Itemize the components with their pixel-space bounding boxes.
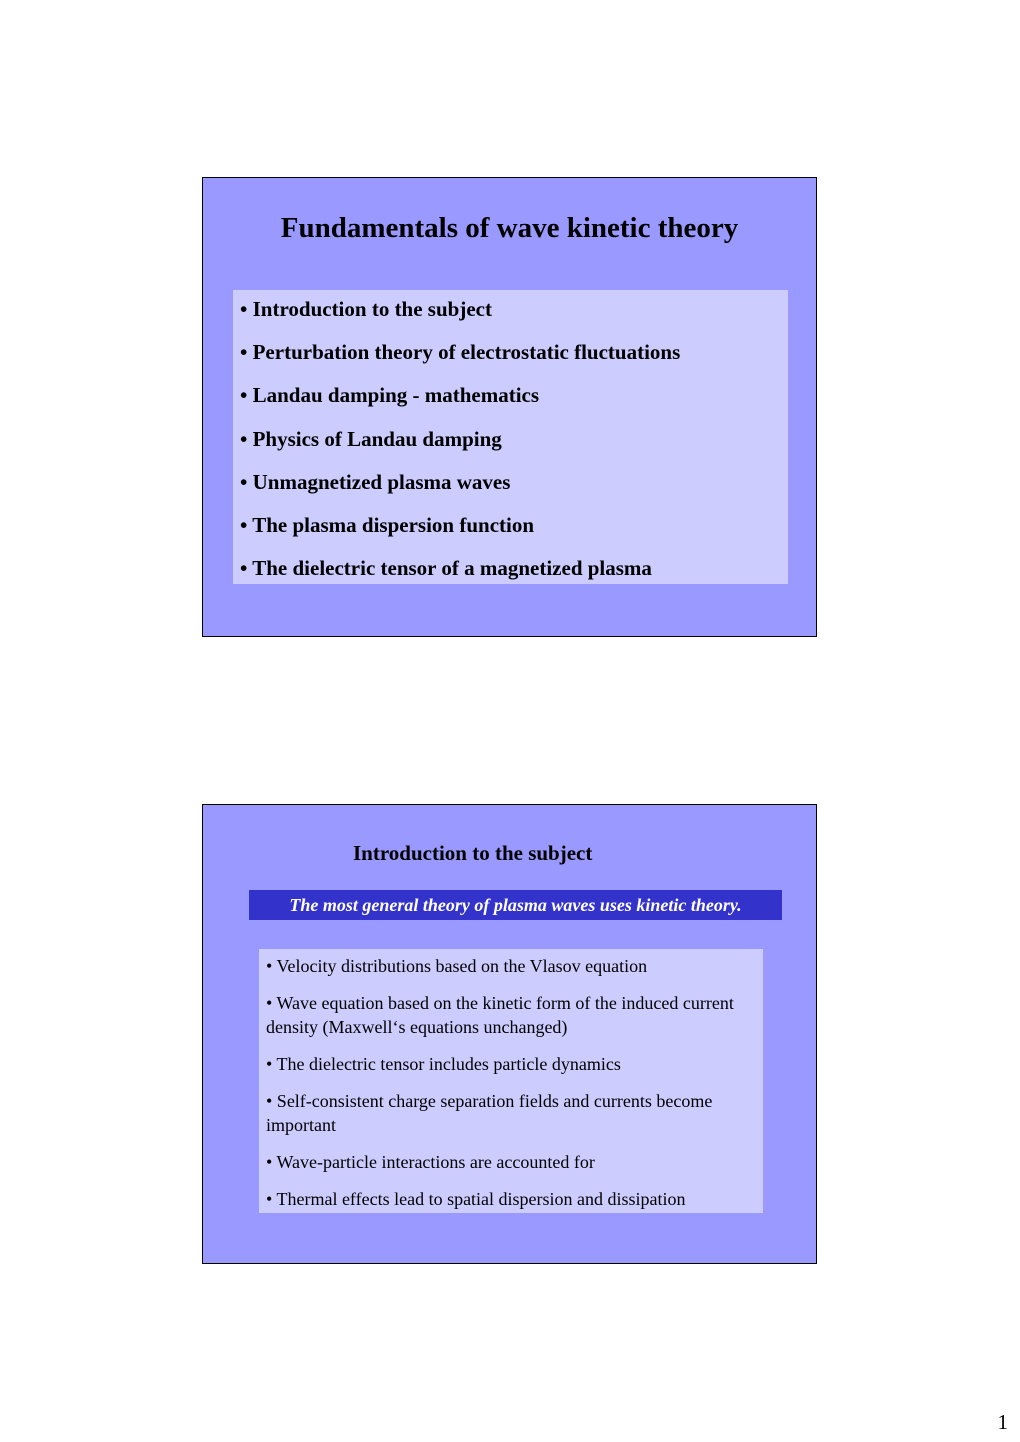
bullet-item: • Wave-particle interactions are accounted for [266, 1152, 595, 1172]
slide-1-bullet-list [233, 290, 788, 584]
bullet-item: • The plasma dispersion function [240, 512, 535, 537]
slide-2 [202, 804, 817, 1264]
bullet-item: • Landau damping - mathematics [240, 383, 540, 408]
slide-1 [202, 177, 817, 637]
bullet-item: • Self-consistent charge separation fields and currents become important [266, 1091, 713, 1135]
bullet-item: • The dielectric tensor includes particle dynamics [266, 1054, 621, 1074]
bullet-item: • Wave equation based on the kinetic form of the induced current density (Maxwell‘s equations unchanged) [266, 993, 734, 1037]
bullet-item: • Unmagnetized plasma waves [240, 469, 511, 494]
bullet-item: • Thermal effects lead to spatial dispersion and dissipation [266, 1189, 686, 1209]
bullet-item: • Introduction to the subject [240, 297, 492, 321]
highlight-banner: The most general theory of plasma waves uses kinetic theory. [249, 890, 782, 920]
bullet-item: • Velocity distributions based on the Vlasov equation [266, 956, 648, 976]
bullet-item: • The dielectric tensor of a magnetized plasma [240, 556, 652, 581]
bullet-item: • Physics of Landau damping [240, 426, 502, 451]
bullet-item: • Perturbation theory of electrostatic fluctuations [240, 340, 681, 365]
slide-2-bullet-list [259, 949, 763, 1213]
slide-1-title: Fundamentals of wave kinetic theory [280, 212, 739, 244]
slide-2-title: Introduction to the subject [353, 841, 593, 865]
page-number: 1 [997, 1410, 1008, 1434]
